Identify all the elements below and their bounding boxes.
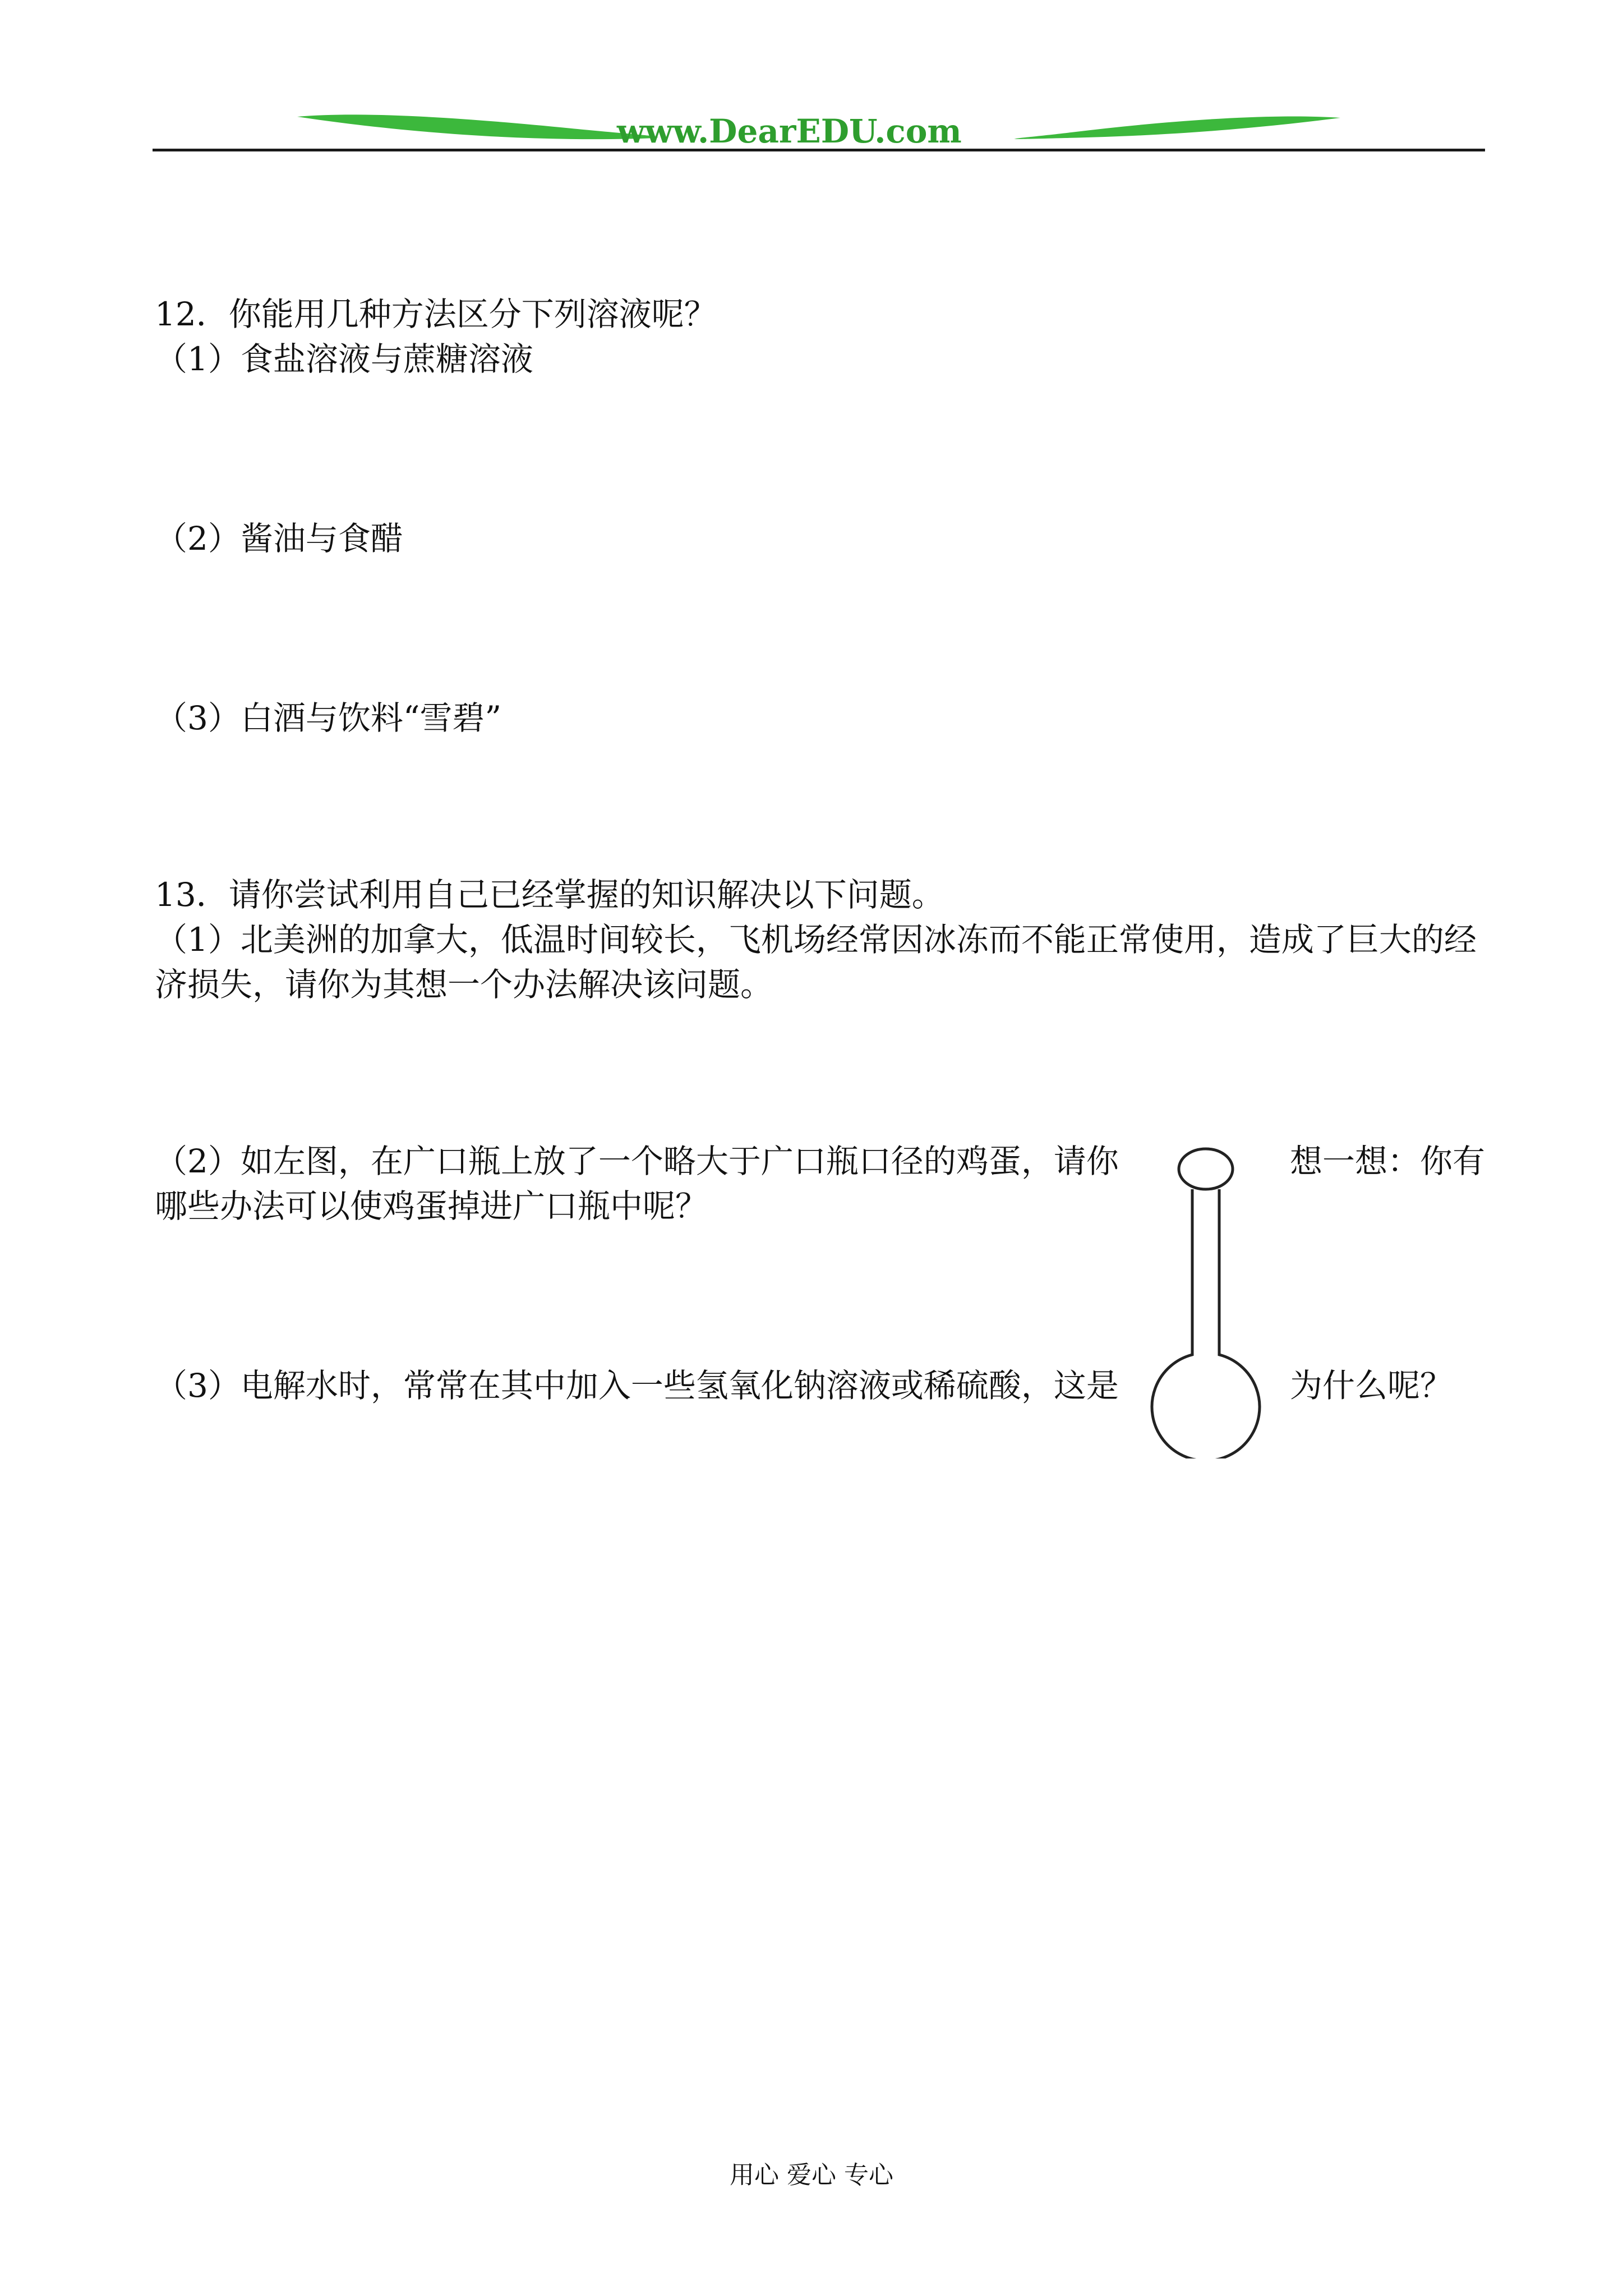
header-rule [153, 149, 1485, 151]
q13-item-3-right: 为什么呢？ [1290, 1366, 1453, 1405]
q12-title: 12．你能用几种方法区分下列溶液呢？ [155, 295, 717, 333]
q13-item-1-line-2: 济损失，请你为其想一个办法解决该问题。 [155, 965, 773, 1004]
q13-item-2-line-2: 哪些办法可以使鸡蛋掉进广口瓶中呢？ [155, 1187, 708, 1225]
flask-with-egg-icon [1144, 1139, 1279, 1458]
q13-item-3-left: （3）电解水时，常常在其中加入一些氢氧化钠溶液或稀硫酸，这是 [155, 1366, 1119, 1405]
q12-item-2: （2）酱油与食醋 [155, 519, 403, 558]
q13-item-1-line-1: （1）北美洲的加拿大，低温时间较长，飞机场经常因冰冻而不能正常使用，造成了巨大的经 [155, 921, 1477, 959]
q13-item-2-left: （2）如左图，在广口瓶上放了一个略大于广口瓶口径的鸡蛋，请你 [155, 1142, 1119, 1180]
header-logo [297, 107, 1340, 151]
flask-outline [1152, 1189, 1260, 1458]
q13-title: 13．请你尝试利用自己已经掌握的知识解决以下问题。 [155, 876, 944, 914]
footer-text: 用心 爱心 专心 [730, 2161, 893, 2189]
left-swoosh [297, 114, 658, 139]
q13-item-2-right: 想一想：你有 [1290, 1142, 1486, 1180]
q12-item-3: （3）白酒与饮料“雪碧” [155, 699, 502, 737]
q12-item-1: （1）食盐溶液与蔗糖溶液 [155, 340, 533, 378]
logo-text: www.DearEDU.com [617, 112, 962, 150]
egg-shape [1179, 1149, 1233, 1189]
right-swoosh [1015, 117, 1340, 139]
